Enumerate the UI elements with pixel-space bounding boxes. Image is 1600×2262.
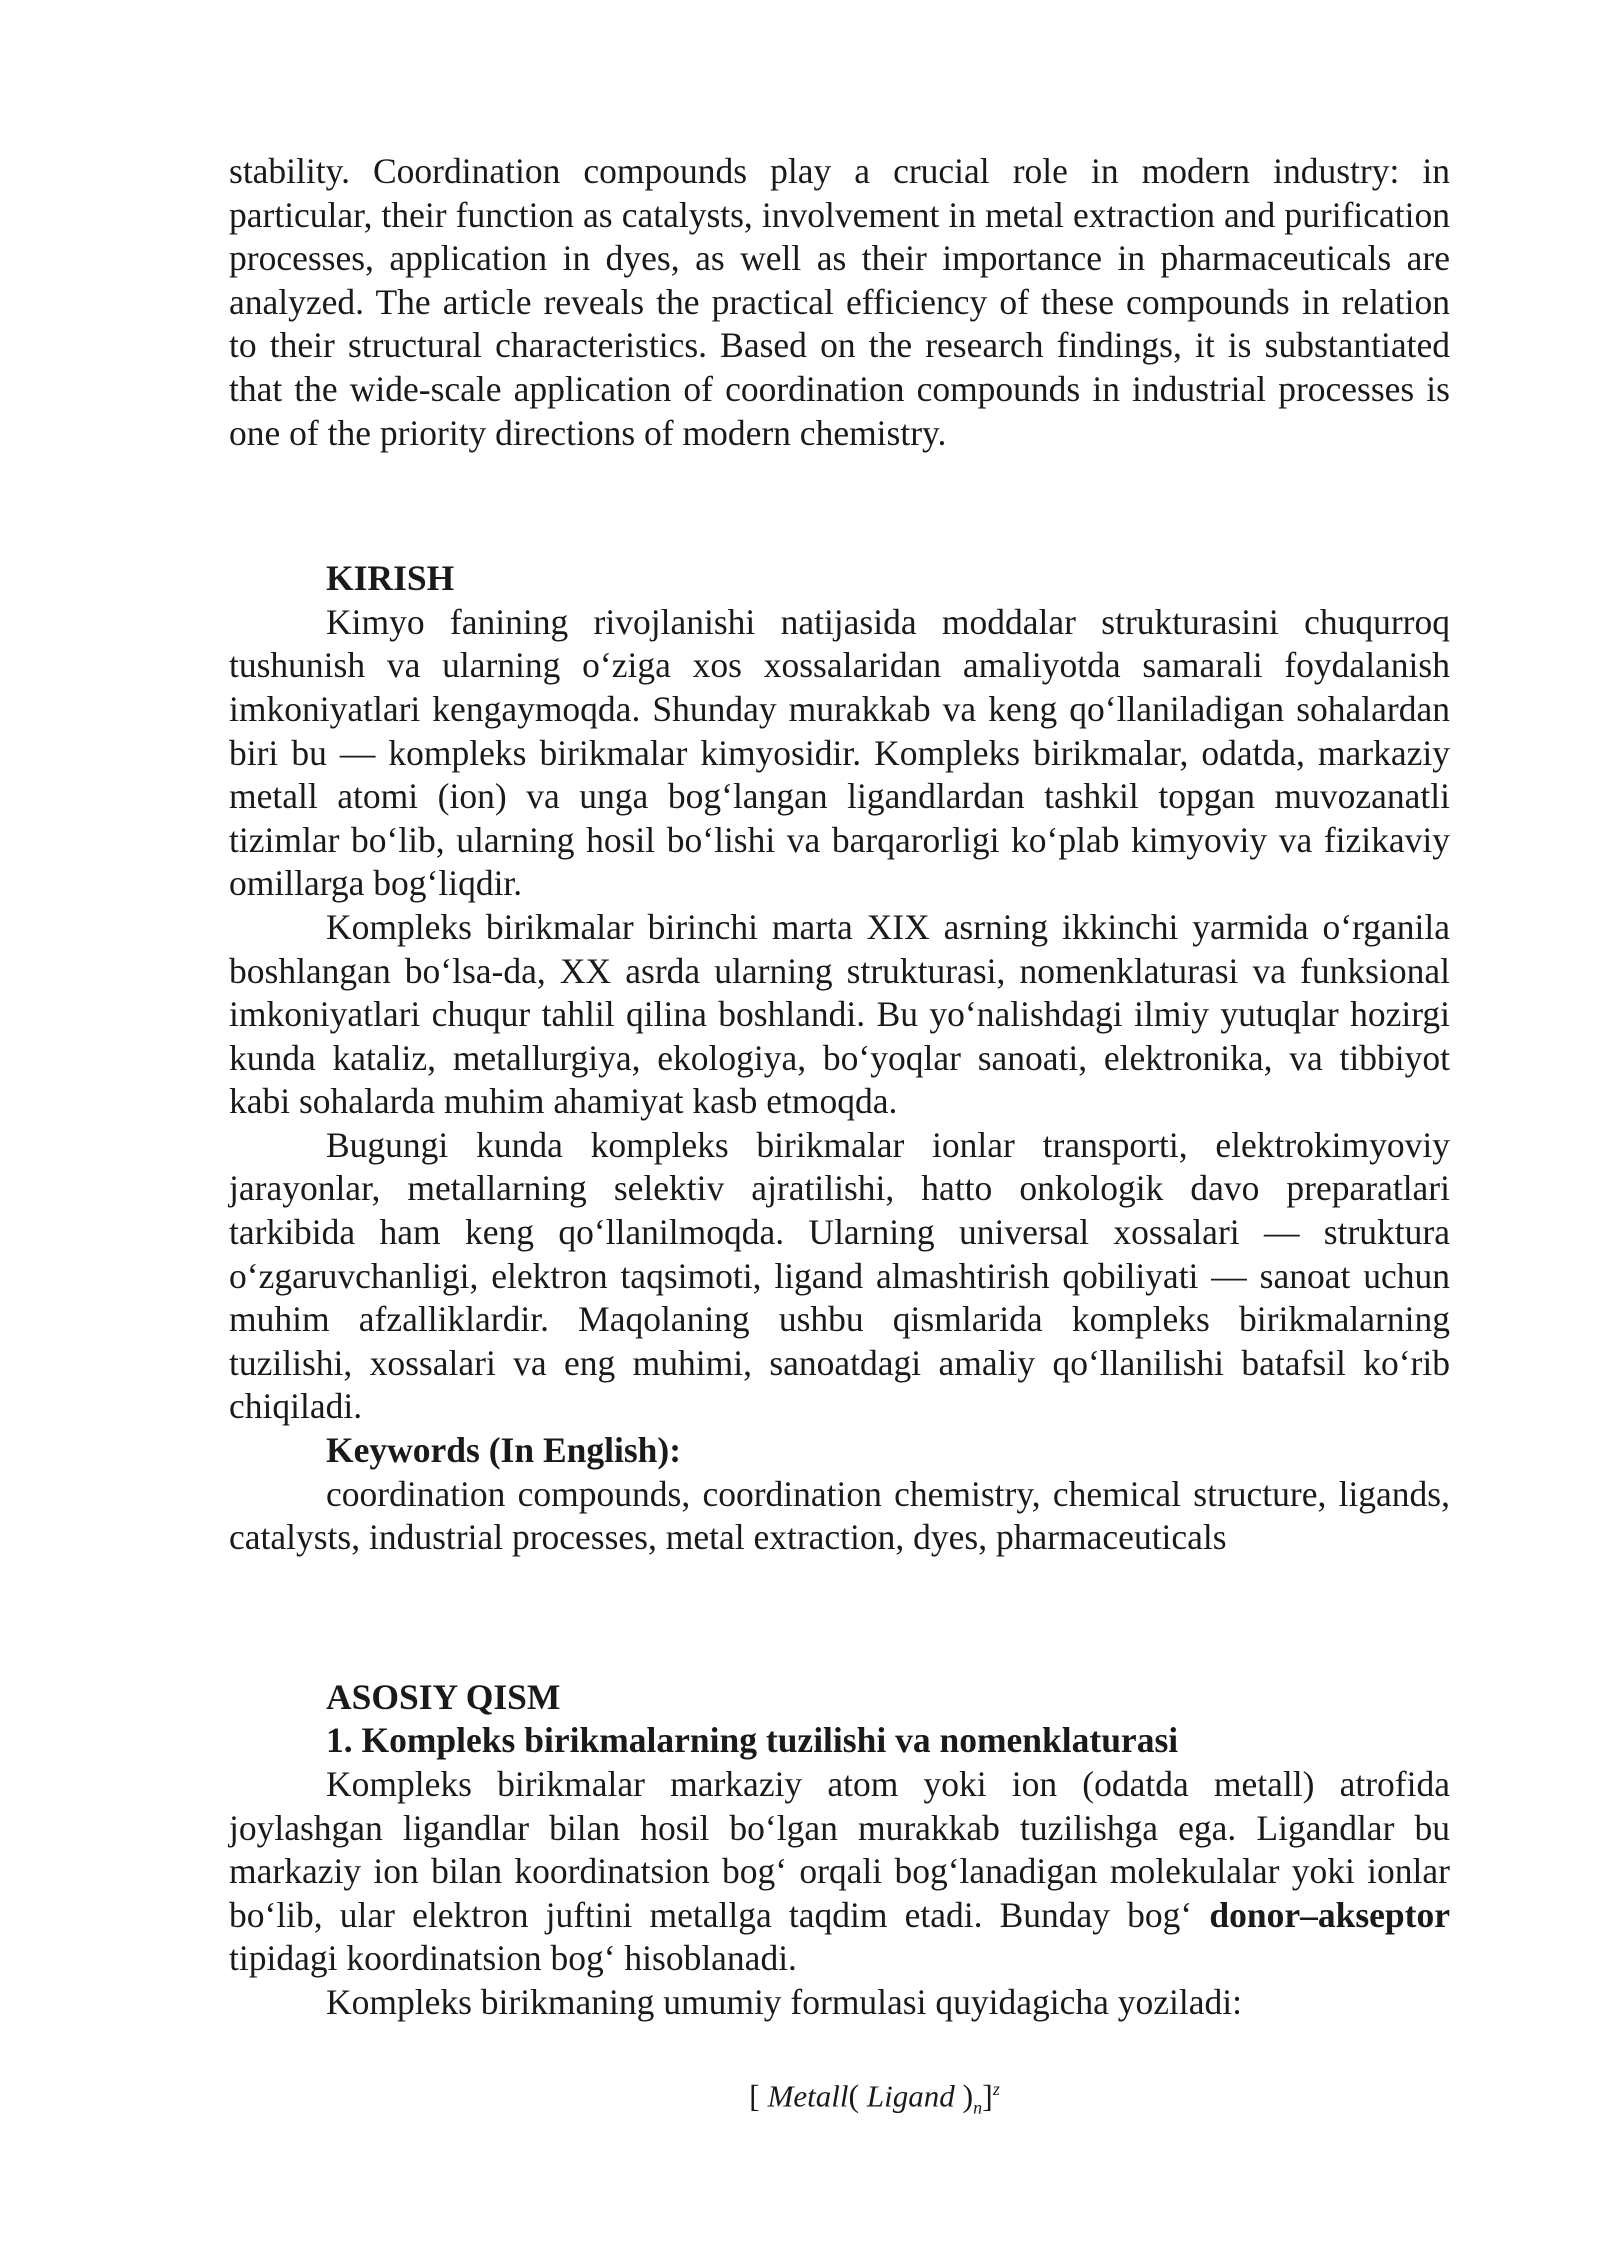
main-paragraph-1-text: Kompleks birikmalar markaziy atom yoki ion (odatda metall) atrofida joylashgan ligandlar bilan hosil bo‘lgan murakkab tuzilishga ega. Ligandlar bu markaziy ion bilan koordinatsion bog‘ orqali bog‘lanadigan molekulalar yoki ionlar bo‘lib, ular elektron juftini metallga taqdim etadi. Bunday bog‘ — [229, 1764, 1450, 1935]
formula-open-paren: ( — [848, 2076, 860, 2113]
intro-paragraph-1: Kimyo fanining rivojlanishi natijasida moddalar strukturasini chuqurroq tushunish va ularning o‘ziga xos xossalaridan amaliyotda samarali foydalanish imkoniyatlari kengaymoqda. Shunday murakkab va keng qo‘llaniladigan sohalardan biri bu — kompleks birikmalar kimyosidir. Kompleks birikmalar, odatda, markaziy metall atomi (ion) va unga bog‘langan ligandlardan tashkil topgan muvozanatli tizimlar bo‘lib, ularning hosil bo‘lishi va barqarorligi ko‘plab kimyoviy va fizikaviy omillarga bog‘liqdir. — [229, 601, 1450, 904]
abstract-paragraph: stability. Coordination compounds play a crucial role in modern industry: in particular, their function as catalysts, involvement in metal extraction and purification processes, application in dyes, as well as their importance in pharmaceuticals are analyzed. The article reveals the practical efficiency of these compounds in relation to their structural characteristics. Based on the research findings, it is substantiated that the wide-scale application of coordination compounds in industrial processes is one of the priority directions of modern chemistry. — [229, 151, 1450, 453]
general-formula — [229, 2069, 1450, 2128]
formula-ligand: Ligand — [866, 2077, 955, 2113]
section-spacer — [229, 455, 1450, 557]
formula-metal: Metall — [767, 2077, 849, 2113]
document-page — [229, 150, 1450, 2127]
intro-heading: KIRISH — [326, 558, 455, 599]
formula-superscript: z — [992, 2078, 1000, 2099]
section-spacer — [229, 1560, 1450, 1676]
intro-paragraph-3: Bugungi kunda kompleks birikmalar ionlar transporti, elektrokimyoviy jarayonlar, metallarning selektiv ajratilishi, hatto onkologik davo preparatlari tarkibida ham keng qo‘llanilmoqda. Ularning universal xossalari — struktura o‘zgaruvchanligi, elektron taqsimoti, ligand almashtirish qobiliyati — sanoat uchun muhim afzalliklardir. Maqolaning ushbu qismlarida kompleks birikmalarning tuzilishi, xossalari va eng muhimi, sanoatdagi amaliy qo‘llanilishi batafsil ko‘rib chiqiladi. — [229, 1124, 1450, 1427]
formula-subscript: n — [973, 2097, 983, 2118]
section-1-heading: 1. Kompleks birikmalarning tuzilishi va nomenklaturasi — [326, 1720, 1179, 1761]
main-paragraph-2: Kompleks birikmaning umumiy formulasi quyidagicha yoziladi: — [326, 1981, 1242, 2022]
formula-close-bracket: ] — [982, 2076, 993, 2113]
keywords-heading: Keywords (In English): — [326, 1430, 682, 1471]
main-paragraph-1 — [229, 1763, 1450, 1981]
donor-akseptor-term: donor–akseptor — [1209, 1894, 1450, 1935]
formula-open-bracket: [ — [749, 2076, 760, 2113]
intro-paragraph-2: Kompleks birikmalar birinchi marta XIX asrning ikkinchi yarmida o‘rganila boshlangan bo‘lsa-da, XX asrda ularning strukturasi, nomenklaturasi va funksional imkoniyatlari chuqur tahlil qilina boshlandi. Bu yo‘nalishdagi ilmiy yutuqlar hozirgi kunda kataliz, metallurgiya, ekologiya, bo‘yoqlar sanoati, elektronika, va tibbiyot kabi sohalarda muhim ahamiyat kasb etmoqda. — [229, 906, 1450, 1122]
keywords-text: coordination compounds, coordination chemistry, chemical structure, ligands, catalysts, industrial processes, metal extraction, dyes, pharmaceuticals — [229, 1473, 1450, 1558]
main-heading: ASOSIY QISM — [326, 1676, 561, 1717]
formula-close-paren: ) — [962, 2076, 974, 2113]
main-paragraph-1-tail: tipidagi koordinatsion bog‘ hisoblanadi. — [229, 1938, 797, 1979]
